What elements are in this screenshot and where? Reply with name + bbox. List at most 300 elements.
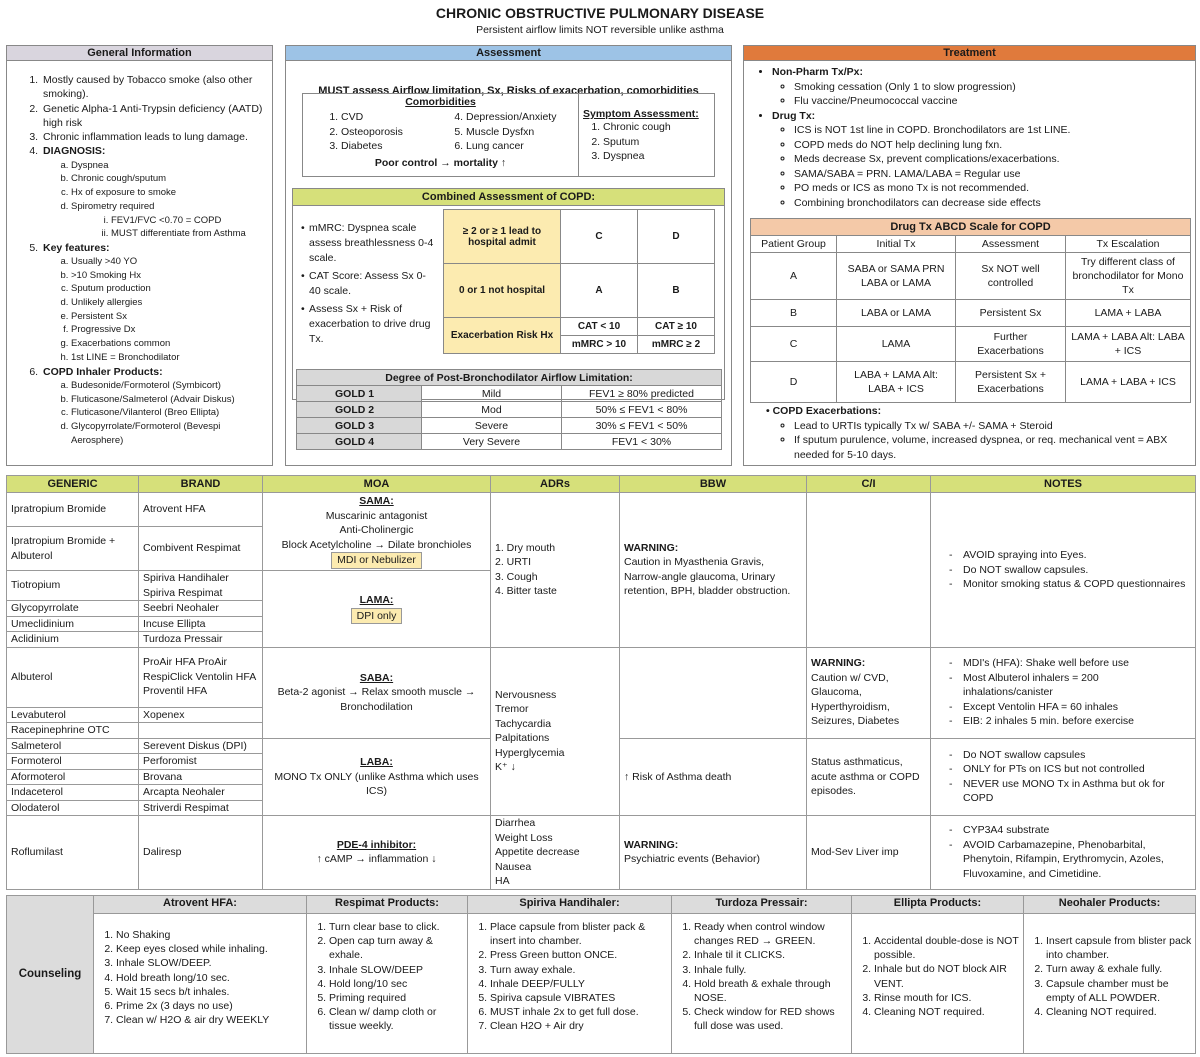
table-cell: LABA + LAMA Alt: LABA + ICS	[837, 362, 956, 403]
brand-cell: Seebri Neohaler	[139, 601, 263, 617]
generic-cell: Albuterol	[7, 647, 139, 707]
nonpharm-heading: Non-Pharm Tx/Px:	[772, 66, 864, 78]
list-item	[772, 109, 1189, 211]
moa-lama-cell	[263, 571, 491, 648]
bbw-cell	[620, 493, 807, 648]
moa-text: Beta-2 agonist → Relax smooth muscle → Bronchodilation	[277, 686, 476, 713]
generic-cell: Levabuterol	[7, 707, 139, 723]
key-features-heading: Key features:	[43, 241, 110, 254]
list-item: 1. Insert capsule from blister pack into chamber.	[1046, 934, 1193, 962]
column-header: Assessment	[956, 236, 1066, 253]
table-row	[751, 362, 1191, 403]
adr-line: Hyperglycemia	[495, 746, 565, 759]
notes-cell	[931, 493, 1196, 648]
list-item: - Do NOT swallow capsules.	[949, 563, 1191, 578]
generic-cell: Aformoterol	[7, 769, 139, 785]
list-item: ◦ PO meds or ICS as mono Tx is not recommended.	[794, 181, 1189, 196]
notes-list	[935, 748, 1191, 806]
list-item: 4. Hold breath & exhale through NOSE.	[694, 977, 849, 1005]
moa-line: Anti-Cholinergic	[339, 524, 414, 537]
drug-tx-list	[772, 123, 1189, 210]
column-header: Ellipta Products:	[852, 896, 1024, 914]
counseling-list	[852, 914, 1023, 1021]
brand-cell: Perforomist	[139, 754, 263, 770]
poor-control-text: Poor control → mortality ↑	[374, 156, 507, 169]
list-item: ◦ Lead to URTIs typically Tx w/ SABA +/- SAMA + Steroid	[794, 419, 1186, 434]
brand-cell: Xopenex	[139, 707, 263, 723]
grid-cell: A	[561, 264, 638, 318]
nonpharm-list	[772, 80, 1189, 109]
list-item: 3. Inhale SLOW/DEEP	[329, 963, 465, 977]
adr-line: K⁺ ↓	[495, 761, 516, 774]
table-cell: 30% ≤ FEV1 < 50%	[562, 418, 722, 434]
table-cell: C	[751, 327, 837, 362]
adr-line: Palpitations	[495, 732, 550, 745]
list-item: 4. Hold breath long/10 sec.	[116, 971, 304, 985]
counseling-list	[672, 914, 851, 1036]
table-cell: Mild	[422, 386, 562, 402]
drug-abcd-table	[750, 218, 1191, 403]
list-item: i. FEV1/FVC <0.70 = COPD	[111, 214, 266, 228]
grid-cell: mMRC > 10	[561, 336, 638, 354]
list-item-label: Spirometry required	[71, 200, 155, 212]
notes-list	[935, 823, 1191, 881]
generic-cell: Racepinephrine OTC	[7, 723, 139, 739]
generic-cell: Umeclidinium	[7, 616, 139, 632]
adr-cell	[491, 647, 620, 816]
brand-cell: Brovana	[139, 769, 263, 785]
counseling-list	[1024, 914, 1195, 1021]
diagnosis-heading: DIAGNOSIS:	[43, 145, 106, 158]
list-item: c. Sputum production	[71, 282, 266, 296]
assessment-header: Assessment	[286, 46, 731, 61]
list-item: a. Dyspnea	[71, 159, 266, 173]
list-item: 3. Chronic inflammation leads to lung damage.	[41, 130, 266, 144]
page-subtitle: Persistent airflow limits NOT reversible unlike asthma	[476, 24, 724, 36]
table-row	[7, 914, 1196, 1054]
column-header: BRAND	[139, 476, 263, 493]
notes-cell	[931, 738, 1196, 816]
column-header: Initial Tx	[837, 236, 956, 253]
comorbidities-box	[302, 93, 715, 177]
table-cell: GOLD 1	[297, 386, 422, 402]
symptom-list	[583, 120, 699, 164]
list-item: - Do NOT swallow capsules	[949, 748, 1191, 763]
moa-text: MONO Tx ONLY (unlike Asthma which uses ICS)	[274, 770, 479, 797]
bbw-text: Caution in Myasthenia Gravis, Narrow-angle glaucoma, Urinary retention, BPH, bladder obstruction.	[624, 556, 791, 598]
list-item: h. 1st LINE = Bronchodilator	[71, 351, 266, 365]
list-item: f. Progressive Dx	[71, 323, 266, 337]
list-item: ◦ COPD meds do NOT help declining lung fxn.	[794, 138, 1189, 153]
column-header: BBW	[620, 476, 807, 493]
list-item: 5. Wait 15 secs b/t inhales.	[116, 985, 304, 999]
table-row	[7, 493, 1196, 527]
column-header: GENERIC	[7, 476, 139, 493]
brand-cell: Striverdi Respimat	[139, 800, 263, 816]
table-cell: LAMA + LABA Alt: LABA + ICS	[1066, 327, 1191, 362]
list-item: ◦ ICS is NOT 1st line in COPD. Bronchodilators are 1st LINE.	[794, 123, 1189, 138]
combined-assessment-bullets	[301, 221, 436, 350]
sama-heading: SAMA:	[359, 495, 394, 508]
list-item: 6. Prime 2x (3 days no use)	[116, 999, 304, 1013]
list-item: 5. Muscle Dysfxn	[466, 125, 577, 140]
list-item: 1. Turn clear base to click.	[329, 920, 465, 934]
list-item: 3. Inhale fully.	[694, 963, 849, 977]
notes-cell	[931, 647, 1196, 738]
generic-cell: Glycopyrrolate	[7, 601, 139, 617]
notes-cell	[931, 816, 1196, 890]
laba-heading: LABA:	[360, 756, 393, 768]
brand-cell: Turdoza Pressair	[139, 632, 263, 648]
table-cell: SABA or SAMA PRN LABA or LAMA	[837, 253, 956, 300]
counseling-list	[468, 914, 671, 1036]
brand-cell: Spiriva Handihaler Spiriva Respimat	[139, 571, 263, 601]
table-cell: Persistent Sx + Exacerbations	[956, 362, 1066, 403]
dpi-only-badge: DPI only	[351, 608, 403, 625]
comorbidities-heading: Comorbidities	[405, 96, 476, 108]
table-cell: A	[751, 253, 837, 300]
brand-cell: Combivent Respimat	[139, 527, 263, 571]
list-item	[41, 241, 266, 365]
treatment-panel	[743, 45, 1196, 466]
adr-line: 1. Dry mouth	[495, 541, 556, 554]
list-item: b. Chronic cough/sputum	[71, 172, 266, 186]
adr-line: HA	[495, 875, 510, 887]
table-cell: Try different class of bronchodilator for Mono Tx	[1066, 253, 1191, 300]
table-row	[7, 816, 1196, 890]
list-item: 6. MUST inhale 2x to get full dose.	[490, 1005, 669, 1019]
list-item: 4. Depression/Anxiety	[466, 110, 577, 125]
moa-line: Block Acetylcholine → Dilate bronchioles	[281, 538, 472, 551]
column-header: Neohaler Products:	[1024, 896, 1196, 914]
gold-heading: Degree of Post-Bronchodilator Airflow Limitation:	[297, 370, 722, 386]
list-item	[41, 144, 266, 240]
list-item: 4. Hold long/10 sec	[329, 977, 465, 991]
inhaler-products-list	[43, 379, 266, 448]
adr-line: Appetite decrease	[495, 846, 580, 858]
list-item: b. Fluticasone/Salmeterol (Advair Diskus)	[71, 393, 266, 407]
table-cell: Very Severe	[422, 434, 562, 450]
moa-sama-cell	[263, 493, 491, 571]
list-item: 2. Press Green button ONCE.	[490, 948, 669, 962]
list-item: 3. Turn away exhale.	[490, 963, 669, 977]
column-header: Atrovent HFA:	[94, 896, 307, 914]
list-item: - CYP3A4 substrate	[949, 823, 1191, 838]
list-item	[772, 65, 1189, 109]
adr-line: Nausea	[495, 860, 532, 873]
list-item: 1. No Shaking	[116, 928, 304, 942]
list-item: - MDI's (HFA): Shake well before use	[949, 656, 1191, 671]
list-item: 3. Inhale SLOW/DEEP.	[116, 956, 304, 970]
column-header: Spiriva Handihaler:	[468, 896, 672, 914]
spirometry-list	[71, 214, 266, 241]
bbw-cell	[620, 647, 807, 738]
table-row	[297, 418, 722, 434]
list-item: ◦ Flu vaccine/Pneumococcal vaccine	[794, 94, 1189, 109]
table-row	[7, 647, 1196, 707]
adr-line: Diarrhea	[495, 817, 536, 829]
counseling-cell	[672, 914, 852, 1054]
brand-cell: Incuse Ellipta	[139, 616, 263, 632]
column-header: NOTES	[931, 476, 1196, 493]
column-header: Turdoza Pressair:	[672, 896, 852, 914]
table-cell: FEV1 < 30%	[562, 434, 722, 450]
table-cell: GOLD 4	[297, 434, 422, 450]
table-cell: Further Exacerbations	[956, 327, 1066, 362]
table-row	[751, 300, 1191, 327]
list-item: 1. Place capsule from blister pack & insert into chamber.	[490, 920, 669, 948]
list-item: d. Unlikely allergies	[71, 296, 266, 310]
diagnosis-list	[43, 159, 266, 241]
saba-heading: SABA:	[359, 671, 394, 684]
grid-cell: Exacerbation Risk Hx	[444, 318, 561, 354]
comorbidities-section	[303, 94, 579, 176]
drug-tx-heading: Drug Tx:	[772, 109, 816, 122]
list-item: 1. Ready when control window changes RED → GREEN.	[694, 920, 849, 948]
adr-line: Tremor	[495, 703, 529, 716]
table-cell: 50% ≤ FEV1 < 80%	[562, 402, 722, 418]
generic-cell: Olodaterol	[7, 800, 139, 816]
list-item: b. >10 Smoking Hx	[71, 269, 266, 283]
table-cell: LAMA + LABA + ICS	[1066, 362, 1191, 403]
generic-cell: Salmeterol	[7, 738, 139, 754]
list-item: ◦ SAMA/SABA = PRN. LAMA/LABA = Regular use	[794, 167, 1189, 182]
warning-label: WARNING:	[811, 657, 866, 670]
table-header-row	[7, 476, 1196, 493]
grid-cell: B	[638, 264, 715, 318]
list-item: 3. Dyspnea	[603, 149, 699, 164]
combined-assessment-heading: Combined Assessment of COPD:	[293, 189, 724, 206]
list-item: ◦ Meds decrease Sx, prevent complications/exacerbations.	[794, 152, 1189, 167]
column-header: Respimat Products:	[307, 896, 468, 914]
grid-cell: C	[561, 210, 638, 264]
generic-cell: Formoterol	[7, 754, 139, 770]
pde4-heading: PDE-4 inhibitor:	[336, 838, 417, 851]
list-item: 2. Inhale til it CLICKS.	[694, 948, 849, 962]
column-header: C/I	[807, 476, 931, 493]
table-cell: Persistent Sx	[956, 300, 1066, 327]
brand-cell	[139, 723, 263, 739]
list-item: 1. Chronic cough	[603, 120, 699, 135]
list-item: ii. MUST differentiate from Asthma	[111, 227, 266, 241]
list-item	[71, 200, 266, 241]
list-item: d. Glycopyrrolate/Formoterol (Bevespi Aerosphere)	[71, 420, 266, 447]
moa-text: ↑ cAMP → inflammation ↓	[316, 853, 437, 866]
table-cell: LAMA	[837, 327, 956, 362]
treatment-list	[744, 61, 1195, 210]
warning-label: WARNING:	[624, 541, 679, 554]
table-cell: Severe	[422, 418, 562, 434]
comorbidities-columns	[303, 110, 578, 154]
list-item: 3. Rinse mouth for ICS.	[874, 991, 1021, 1005]
counseling-cell	[94, 914, 307, 1054]
page-title: CHRONIC OBSTRUCTIVE PULMONARY DISEASE	[435, 5, 765, 21]
exacerbations-section	[756, 404, 1186, 462]
warning-label: WARNING:	[624, 838, 679, 851]
adr-line: 2. URTI	[495, 556, 531, 569]
moa-saba-cell	[263, 647, 491, 738]
grid-cell: mMRC ≥ 2	[638, 336, 715, 354]
list-item: 3. Capsule chamber must be empty of ALL POWDER.	[1046, 977, 1193, 1005]
adr-line: Tachycardia	[495, 717, 552, 730]
brand-cell: Atrovent HFA	[139, 493, 263, 527]
column-header: ADRs	[491, 476, 620, 493]
adr-cell	[491, 816, 620, 890]
symptom-assessment	[583, 108, 699, 164]
column-header: Tx Escalation	[1066, 236, 1191, 253]
notes-list	[935, 656, 1191, 729]
exacerbations-list	[756, 419, 1186, 463]
table-cell: Sx NOT well controlled	[956, 253, 1066, 300]
list-item: • CAT Score: Assess Sx 0-40 scale.	[301, 269, 436, 299]
column-header: Patient Group	[751, 236, 837, 253]
grid-cell: D	[638, 210, 715, 264]
list-item: 7. Clean H2O + Air dry	[490, 1019, 669, 1033]
list-item: 2. Keep eyes closed while inhaling.	[116, 942, 304, 956]
comorbidities-list-2	[452, 110, 577, 154]
general-information-header: General Information	[7, 46, 272, 61]
list-item: ◦ If sputum purulence, volume, increased dyspnea, or req. mechanical vent = ABX needed for 5-10 days.	[794, 433, 1186, 462]
list-item: - EIB: 2 inhales 5 min. before exercise	[949, 714, 1191, 729]
ci-text: Caution w/ CVD, Glaucoma, Hyperthyroidism, Seizures, Diabetes	[811, 671, 900, 728]
list-item: 2. Open cap turn away & exhale.	[329, 934, 465, 962]
counseling-cell	[852, 914, 1024, 1054]
moa-laba-cell	[263, 738, 491, 816]
counseling-cell	[1024, 914, 1196, 1054]
notes-list	[935, 548, 1191, 592]
grid-cell: CAT < 10	[561, 318, 638, 336]
table-row	[297, 434, 722, 450]
counseling-cell	[468, 914, 672, 1054]
comorbidities-list-1	[327, 110, 452, 154]
list-item: 1. Mostly caused by Tobacco smoke (also other smoking).	[41, 73, 266, 102]
list-item: 5. Priming required	[329, 991, 465, 1005]
adr-line: 3. Cough	[495, 570, 538, 583]
list-item: 3. Diabetes	[341, 139, 452, 154]
list-item: 6. Lung cancer	[466, 139, 577, 154]
table-header-row	[7, 896, 1196, 914]
grid-cell: ≥ 2 or ≥ 1 lead to hospital admit	[444, 210, 561, 264]
gold-table	[296, 369, 722, 450]
table-cell: B	[751, 300, 837, 327]
list-item: 2. Turn away & exhale fully.	[1046, 962, 1193, 976]
list-item: - Most Albuterol inhalers = 200 inhalations/canister	[949, 671, 1191, 700]
list-item: 1. CVD	[341, 110, 452, 125]
table-row	[297, 402, 722, 418]
list-item: a. Budesonide/Formoterol (Symbicort)	[71, 379, 266, 393]
table-cell: GOLD 2	[297, 402, 422, 418]
grid-cell: 0 or 1 not hospital	[444, 264, 561, 318]
table-cell: Mod	[422, 402, 562, 418]
counseling-table	[6, 895, 1196, 1054]
general-information-panel	[6, 45, 273, 466]
brand-cell: Arcapta Neohaler	[139, 785, 263, 801]
exacerbations-heading-text: COPD Exacerbations:	[772, 405, 882, 417]
table-cell: FEV1 ≥ 80% predicted	[562, 386, 722, 402]
list-item: c. Hx of exposure to smoke	[71, 186, 266, 200]
list-item: - AVOID Carbamazepine, Phenobarbital, Phenytoin, Rifampin, Erythromycin, Azoles, Fluvoxamine, and Cimetidine.	[949, 838, 1191, 882]
symptom-assessment-heading: Symptom Assessment:	[583, 108, 699, 120]
assessment-panel	[285, 45, 732, 466]
adr-line: Nervousness	[495, 688, 557, 701]
list-item	[41, 365, 266, 448]
grid-cell: CAT ≥ 10	[638, 318, 715, 336]
list-item: 6. Clean w/ damp cloth or tissue weekly.	[329, 1005, 465, 1033]
table-cell: D	[751, 362, 837, 403]
list-item: 2. Sputum	[603, 135, 699, 150]
list-item: 4. Cleaning NOT required.	[874, 1005, 1021, 1019]
bbw-cell: ↑ Risk of Asthma death	[620, 738, 807, 816]
list-item: ◦ Smoking cessation (Only 1 to slow progression)	[794, 80, 1189, 95]
list-item: • Assess Sx + Risk of exacerbation to drive drug Tx.	[301, 302, 436, 347]
medication-table	[6, 475, 1196, 890]
ci-cell	[807, 493, 931, 648]
list-item: 5. Check window for RED shows full dose was used.	[694, 1005, 849, 1033]
list-item: 2. Inhale but do NOT block AIR VENT.	[874, 962, 1021, 990]
ci-cell: Status asthmaticus, acute asthma or COPD episodes.	[807, 738, 931, 816]
list-item: 4. Inhale DEEP/FULLY	[490, 977, 669, 991]
list-item: - Monitor smoking status & COPD questionnaires	[949, 577, 1191, 592]
brand-cell: Daliresp	[139, 816, 263, 890]
list-item: • mMRC: Dyspnea scale assess breathlessness 0-4 scale.	[301, 221, 436, 266]
brand-cell: Serevent Diskus (DPI)	[139, 738, 263, 754]
moa-line: Muscarinic antagonist	[325, 509, 428, 522]
table-row	[751, 253, 1191, 300]
table-cell: GOLD 3	[297, 418, 422, 434]
list-item: g. Exacerbations common	[71, 337, 266, 351]
list-item: e. Persistent Sx	[71, 310, 266, 324]
list-item: 2. Osteoporosis	[341, 125, 452, 140]
list-item: 2. Genetic Alpha-1 Anti-Trypsin deficiency (AATD) high risk	[41, 102, 266, 131]
generic-cell: Ipratropium Bromide	[7, 493, 139, 527]
generic-cell: Roflumilast	[7, 816, 139, 890]
generic-cell: Ipratropium Bromide + Albuterol	[7, 527, 139, 571]
table-row	[297, 386, 722, 402]
counseling-cell	[307, 914, 468, 1054]
adr-line: 4. Bitter taste	[495, 585, 557, 598]
abcd-grid	[443, 209, 715, 354]
generic-cell: Indaceterol	[7, 785, 139, 801]
inhaler-products-heading: COPD Inhaler Products:	[43, 365, 163, 378]
list-item: 1. Accidental double-dose is NOT possible.	[874, 934, 1021, 962]
drug-abcd-heading: Drug Tx ABCD Scale for COPD	[751, 219, 1191, 236]
column-header: MOA	[263, 476, 491, 493]
mdi-nebulizer-badge: MDI or Nebulizer	[331, 552, 422, 569]
table-cell: LAMA + LABA	[1066, 300, 1191, 327]
ci-cell	[807, 647, 931, 738]
generic-cell: Tiotropium	[7, 571, 139, 601]
treatment-header: Treatment	[744, 46, 1195, 61]
exacerbations-heading: • COPD Exacerbations:	[766, 405, 882, 417]
moa-pde4-cell	[263, 816, 491, 890]
list-item: - NEVER use MONO Tx in Asthma but ok for COPD	[949, 777, 1191, 806]
list-item: - ONLY for PTs on ICS but not controlled	[949, 762, 1191, 777]
bbw-cell	[620, 816, 807, 890]
list-item: - AVOID spraying into Eyes.	[949, 548, 1191, 563]
table-row	[751, 327, 1191, 362]
adr-cell	[491, 493, 620, 648]
adr-line: Weight Loss	[495, 831, 553, 844]
generic-cell: Aclidinium	[7, 632, 139, 648]
table-cell: LABA or LAMA	[837, 300, 956, 327]
counseling-list	[307, 914, 467, 1036]
list-item: - Except Ventolin HFA = 60 inhales	[949, 700, 1191, 715]
list-item: ◦ Combining bronchodilators can decrease side effects	[794, 196, 1189, 211]
ci-cell: Mod-Sev Liver imp	[807, 816, 931, 890]
list-item: c. Fluticasone/Vilanterol (Breo Ellipta)	[71, 406, 266, 420]
counseling-label: Counseling	[7, 896, 94, 1054]
list-item: 4. Cleaning NOT required.	[1046, 1005, 1193, 1019]
